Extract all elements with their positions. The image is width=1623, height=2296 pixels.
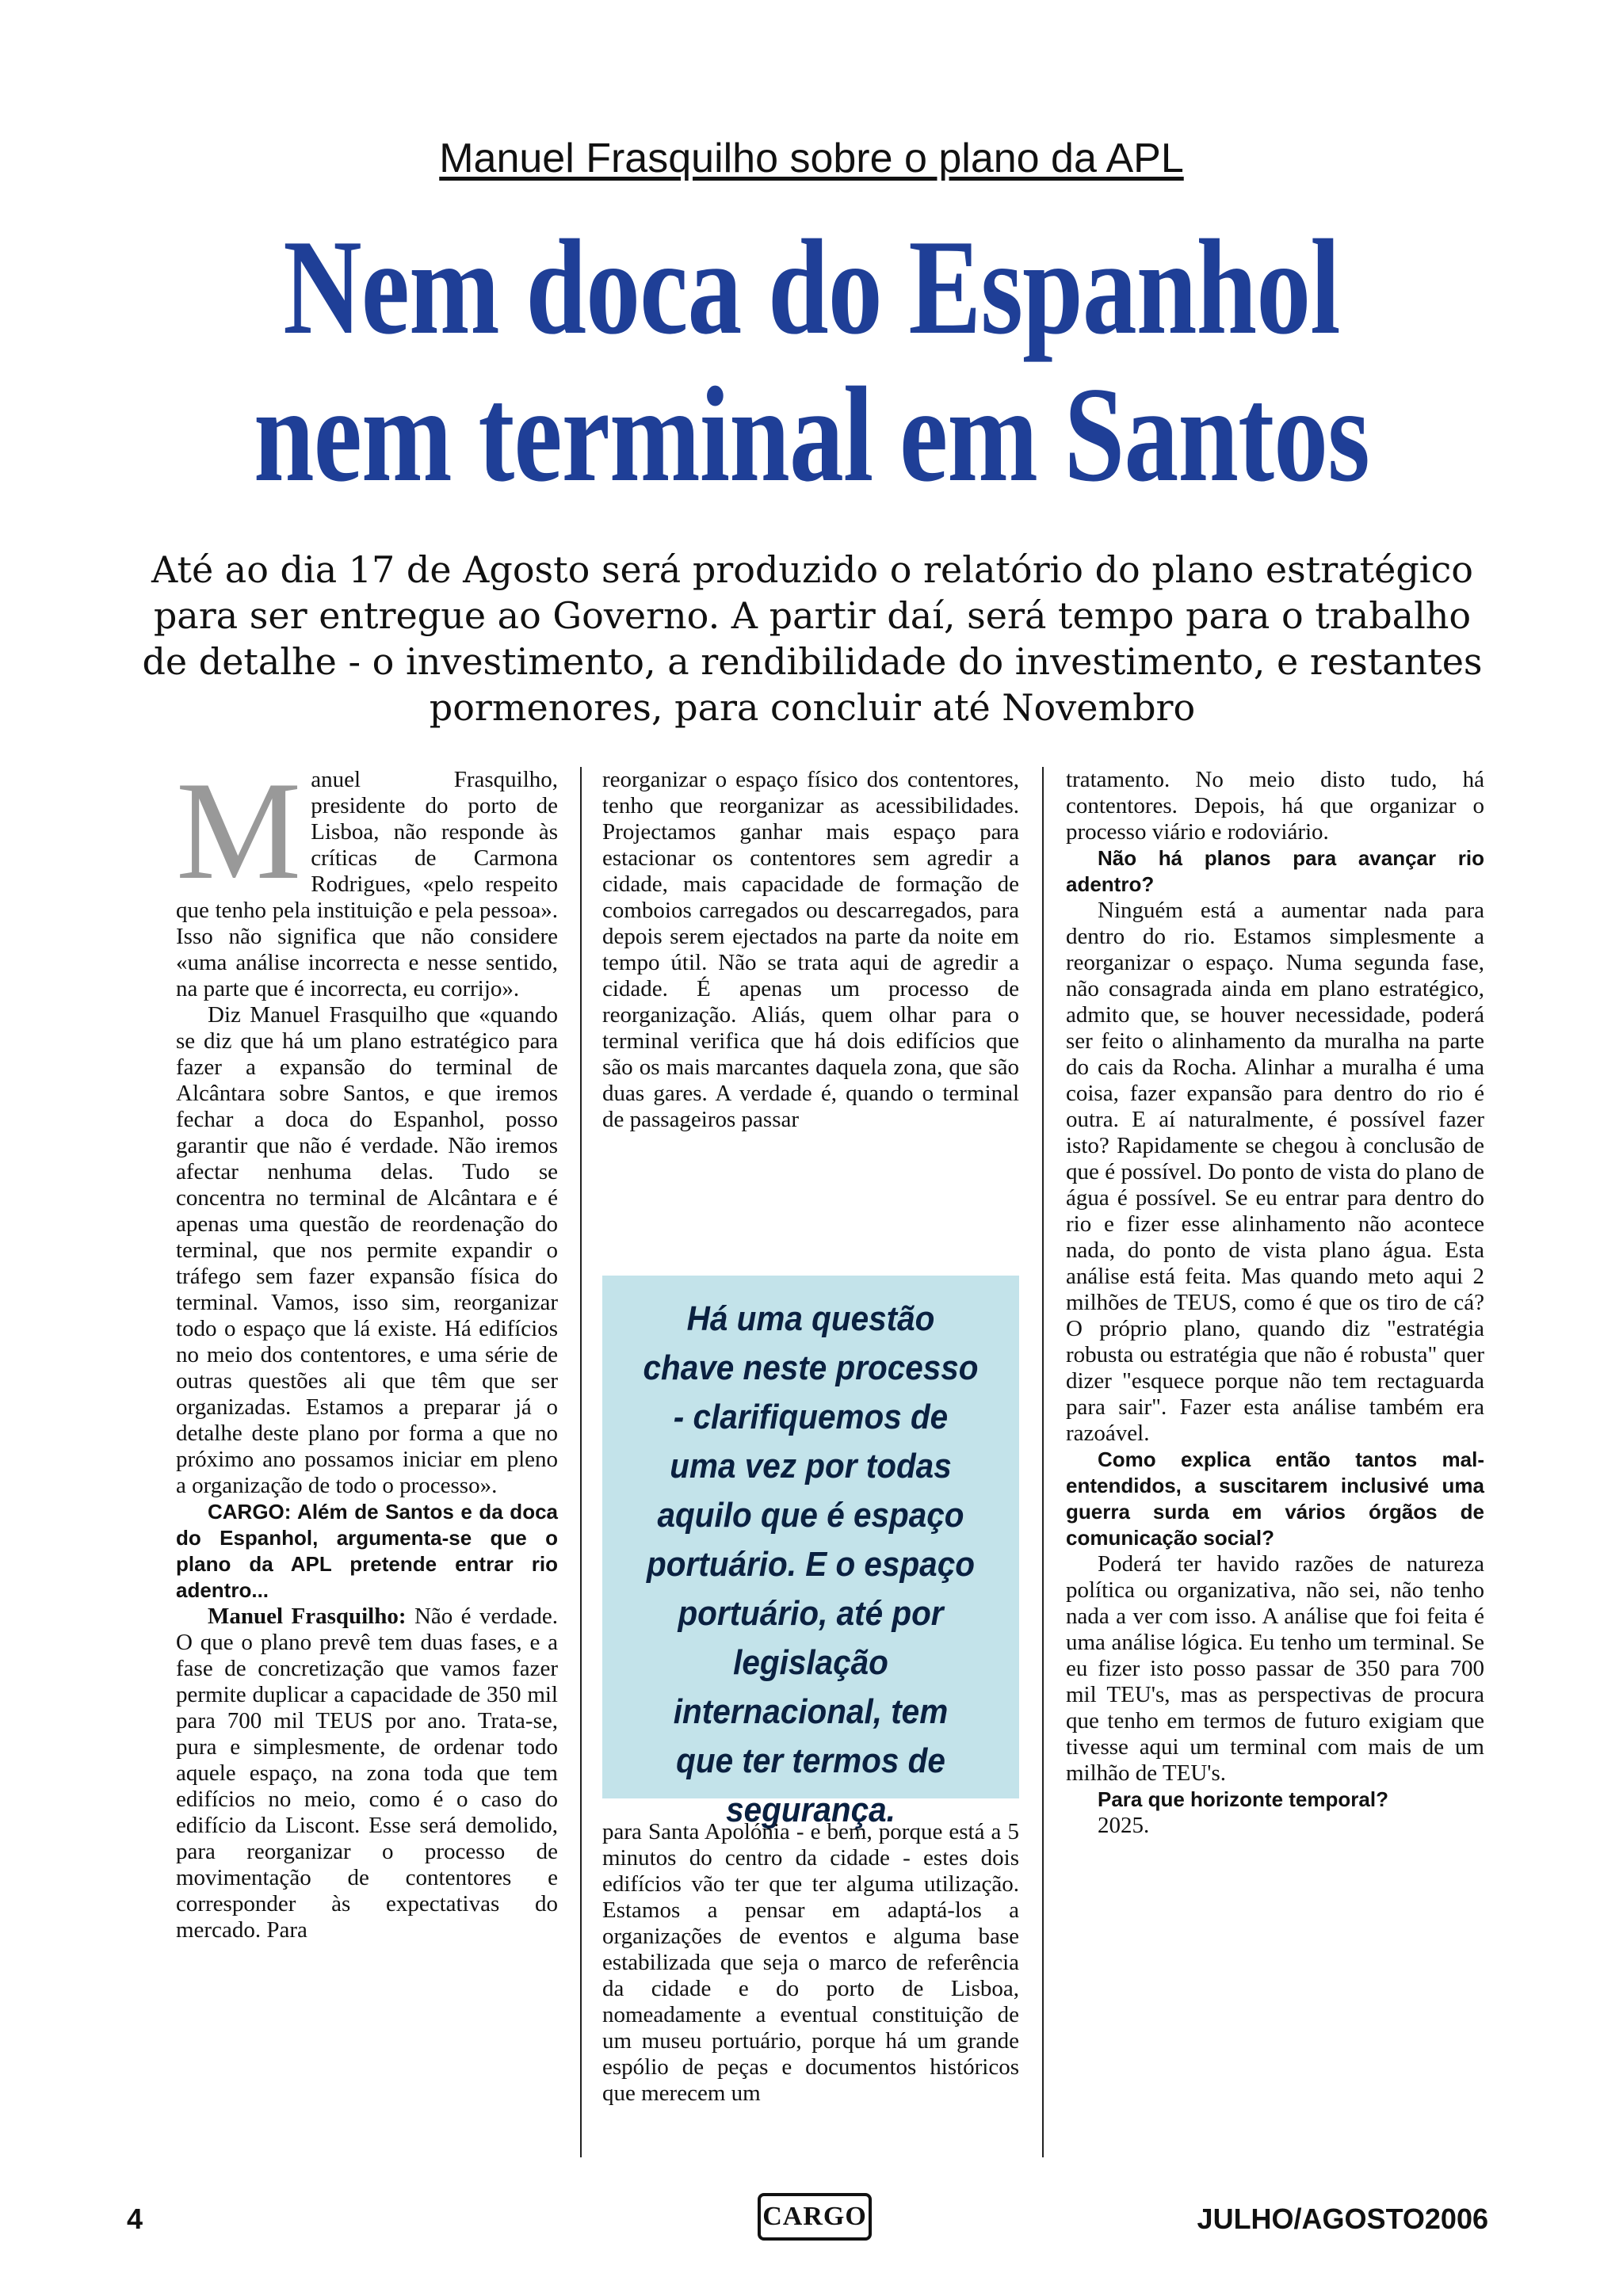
pull-quote: Há uma questão chave neste processo - clarifiquemos de uma vez por todas aquilo que é espaço portuário. E o espaço portuário, até por legislação internacional, tem que ter termos de segurança. bbox=[643, 1299, 979, 1829]
text-column-3 bbox=[1066, 767, 1484, 1839]
paragraph: Poderá ter havido razões de natureza política ou organizativa, não sei, não tenho nada a ver com isso. A análise que foi feita é uma análise lógica. Eu tenho um terminal. Se eu fizer isto posso passar de 350 para 700 mil TEU's, mas as perspectivas de procura que tenho em termos de futuro exigiam que tivesse aqui um terminal com mais de um milhão de TEU's. bbox=[1066, 1551, 1484, 1786]
article-kicker: Manuel Frasquilho sobre o plano da APL bbox=[439, 135, 1184, 181]
issue-date: JULHO/AGOSTO2006 bbox=[1197, 2203, 1488, 2235]
headline-line-2: nem terminal em Santos bbox=[254, 360, 1369, 510]
paragraph: Ninguém está a aumentar nada para dentro do rio. Estamos simplesmente a reorganizar o espaço. Numa segunda fase, não consagrada ainda em plano estratégico, admito que, se houver necessidade, poderá ser feito o alinhamento da muralha na parte do cais da Rocha. Alinhar a muralha é uma coisa, fazer expansão para dentro do rio é outra. E aí naturalmente, é possível fazer isto? Rapidamente se chegou à conclusão de que é possível. Do ponto de vista do plano de água é possível. Se eu entrar para dentro do rio e fizer esse alinhamento não acontece nada, do ponto de vista plano água. Esta análise está feita. Mas quando meto aqui 2 milhões de TEUS, como é que os tiro de cá? O próprio plano, quando diz "estratégia robusta ou estratégia que não é robusta" quer dizer "esquece porque não tem rectaguarda para sair". Fazer esta análise também era razoável. bbox=[1066, 898, 1484, 1446]
paragraph: reorganizar o espaço físico dos contentores, tenho que reorganizar as acessibilidades. Projectamos ganhar mais espaço para estacionar os contentores sem agredir a cidade, mais capacidade de formação de comboios carregados ou descarregados, para depois serem ejectados na parte da noite em tempo útil. Não se trata aqui de agredir a cidade. É apenas um processo de reorganização. Aliás, quem olhar para o terminal verifica que há dois edifícios que são os mais marcantes daquela zona, que são duas gares. A verdade é, quando o terminal de passageiros passar bbox=[602, 767, 1019, 1132]
paragraph: 2025. bbox=[1098, 1813, 1150, 1838]
answer-text: Não é verdade. O que o plano prevê tem duas fases, e a fase de concretização que vamos fazer permite duplicar a capacidade de 350 mil para 700 mil TEUS por ano. Trata-se, pura e simplesmente, de ordenar todo aquele espaço, na zona toda que tem edifícios no meio, como é o caso do edifício da Liscont. Esse será demolido, para reorganizar o processo de movimentação de contentores e corresponder às expectativas do mercado. Para bbox=[176, 1604, 558, 1943]
interview-question: Não há planos para avançar rio adentro? bbox=[1066, 846, 1484, 896]
text-column-1 bbox=[176, 752, 558, 1943]
speaker-name: Manuel Frasquilho: bbox=[208, 1604, 407, 1629]
article-headline bbox=[162, 214, 1461, 509]
pull-quote-box bbox=[602, 1276, 1019, 1829]
paragraph: para Santa Apolónia - e bem, porque está a 5 minutos do centro da cidade - estes dois edifícios vão ter que ter alguma utilização. Estamos a pensar em adaptá-los a organizações de eventos e alguma base estabilizada que seja o marco de referência da cidade e do porto de Lisboa, nomeadamente a eventual constituição de um museu portuário, porque há um grande espólio de peças e documentos históricos que merecem um bbox=[602, 1819, 1019, 2106]
interview-question: Para que horizonte temporal? bbox=[1098, 1787, 1388, 1811]
interview-question: CARGO: Além de Santos e da doca do Espanhol, argumenta-se que o plano da APL pretende entrar rio adentro... bbox=[176, 1500, 558, 1602]
cargo-logo: CARGO bbox=[758, 2193, 872, 2241]
text-column-2 bbox=[602, 767, 1019, 1133]
interview-question: Como explica então tantos mal-entendidos, a suscitarem inclusivé uma guerra surda em vários órgãos de comunicação social? bbox=[1066, 1447, 1484, 1550]
paragraph: tratamento. No meio disto tudo, há contentores. Depois, há que organizar o processo viário e rodoviário. bbox=[1066, 767, 1484, 845]
headline-line-1: Nem doca do Espanhol bbox=[283, 212, 1340, 363]
paragraph bbox=[176, 1604, 558, 1943]
page-number: 4 bbox=[127, 2203, 143, 2235]
column-divider bbox=[1042, 767, 1044, 2157]
column-divider bbox=[580, 767, 582, 2157]
drop-cap: M bbox=[176, 752, 302, 909]
article-deck: Até ao dia 17 de Agosto será produzido o relatório do plano estratégico para ser entregue ao Governo. A partir daí, será tempo para o trabalho de detalhe - o investimento, a rendibilidade do investimento, e restantes pormenores, para concluir até Novembro bbox=[142, 548, 1483, 729]
paragraph: anuel Frasquilho, presidente do porto de Lisboa, não responde às críticas de Carmona Rodrigues, «pelo respeito que tenho pela instituição e pela pessoa». Isso não significa que não considere «uma análise incorrecta e nesse sentido, na parte que é incorrecta, eu corrijo». bbox=[176, 767, 558, 1001]
text-column-2-continued bbox=[602, 1819, 1019, 2107]
paragraph: Diz Manuel Frasquilho que «quando se diz que há um plano estratégico para fazer a expansão do terminal de Alcântara sobre Santos, e que iremos fechar a doca do Espanhol, posso garantir que não é verdade. Não iremos afectar nenhuma delas. Tudo se concentra no terminal de Alcântara e é apenas uma questão de reordenação do terminal, que nos permite expandir o tráfego sem fazer expansão física do terminal. Vamos, isso sim, reorganizar todo o espaço que lá existe. Há edifícios no meio dos contentores, e uma série de outras questões ali que têm que ser organizadas. Estamos a preparar já o detalhe deste plano por forma a que no próximo ano possamos iniciar em pleno a organização de todo o processo». bbox=[176, 1002, 558, 1498]
